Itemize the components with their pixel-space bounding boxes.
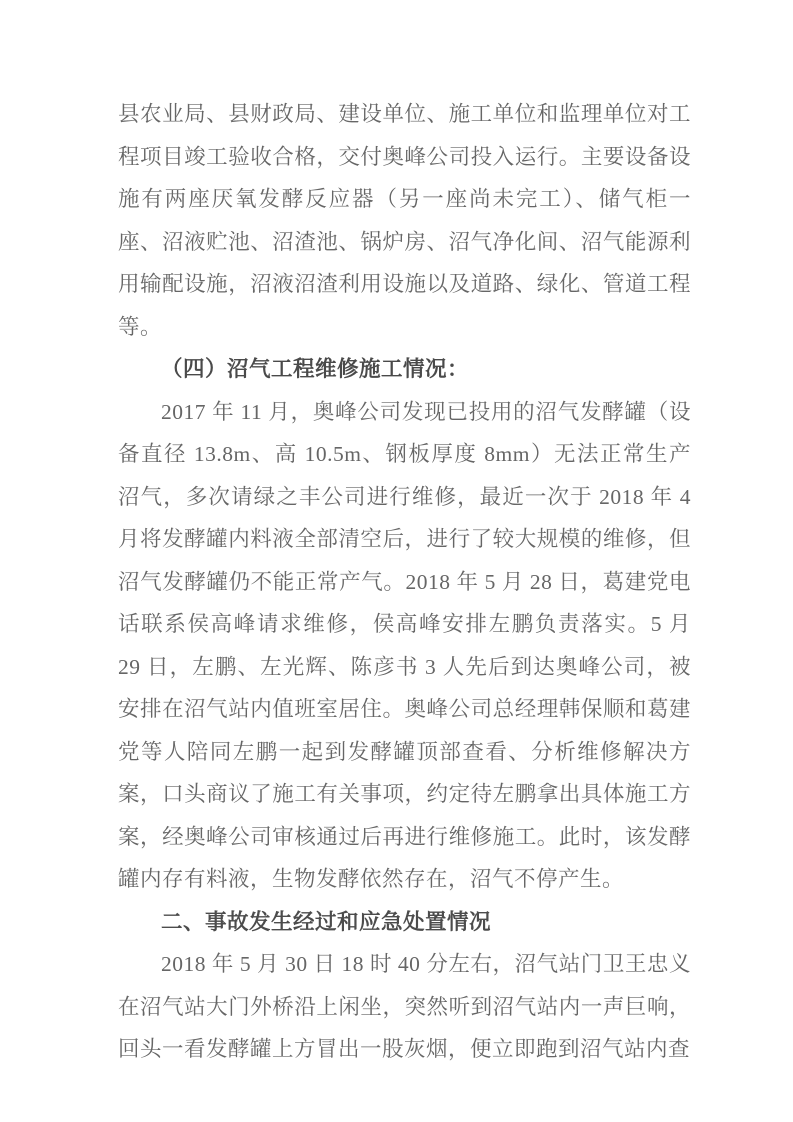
paragraph-equipment-overview: 县农业局、县财政局、建设单位、施工单位和监理单位对工程项目竣工验收合格，交付奥峰公司投入运行。主要设备设施有两座厌氧发酵反应器（另一座尚未完工）、储气柜一座、沼液贮池、沼渣池、锅炉房、沼气净化间、沼气能源利用输配设施，沼液沼渣利用设施以及道路、绿化、管道工程等。 — [118, 102, 691, 339]
heading-section-4-repair-situation: （四）沼气工程维修施工情况： — [161, 357, 470, 381]
paragraph-repair-history: 2017 年 11 月，奥峰公司发现已投用的沼气发酵罐（设备直径 13.8m、高 10.5m、钢板厚度 8mm）无法正常生产沼气，多次请绿之丰公司进行维修，最近一次于 2018 年 4 月将发酵罐内料液全部清空后，进行了较大规模的维修，但沼气发酵罐仍不能正常产气。2018 年 5 月 28 日，葛建党电话联系侯高峰请求维修，侯高峰安排左鹏负责落实。5 月 29 日，左鹏、左光辉、陈彦书 3 人先后到达奥峰公司，被安排在沼气站内值班室居住。奥峰公司总经理韩保顺和葛建党等人陪同左鹏一起到发酵罐顶部查看、分析维修解决方案，口头商议了施工有关事项，约定待左鹏拿出具体施工方案，经奥峰公司审核通过后再进行维修施工。此时，该发酵罐内存有料液，生物发酵依然存在，沼气不停产生。 — [118, 399, 691, 891]
paragraph-accident-start: 2018 年 5 月 30 日 18 时 40 分左右，沼气站门卫王忠义在沼气站大门外桥沿上闲坐，突然听到沼气站内一声巨响，回头一看发酵罐上方冒出一股灰烟，便立即跑到沼气站内查 — [118, 952, 691, 1061]
document-text-block — [118, 93, 691, 1071]
heading-section-2-accident-course: 二、事故发生经过和应急处置情况 — [161, 909, 492, 934]
